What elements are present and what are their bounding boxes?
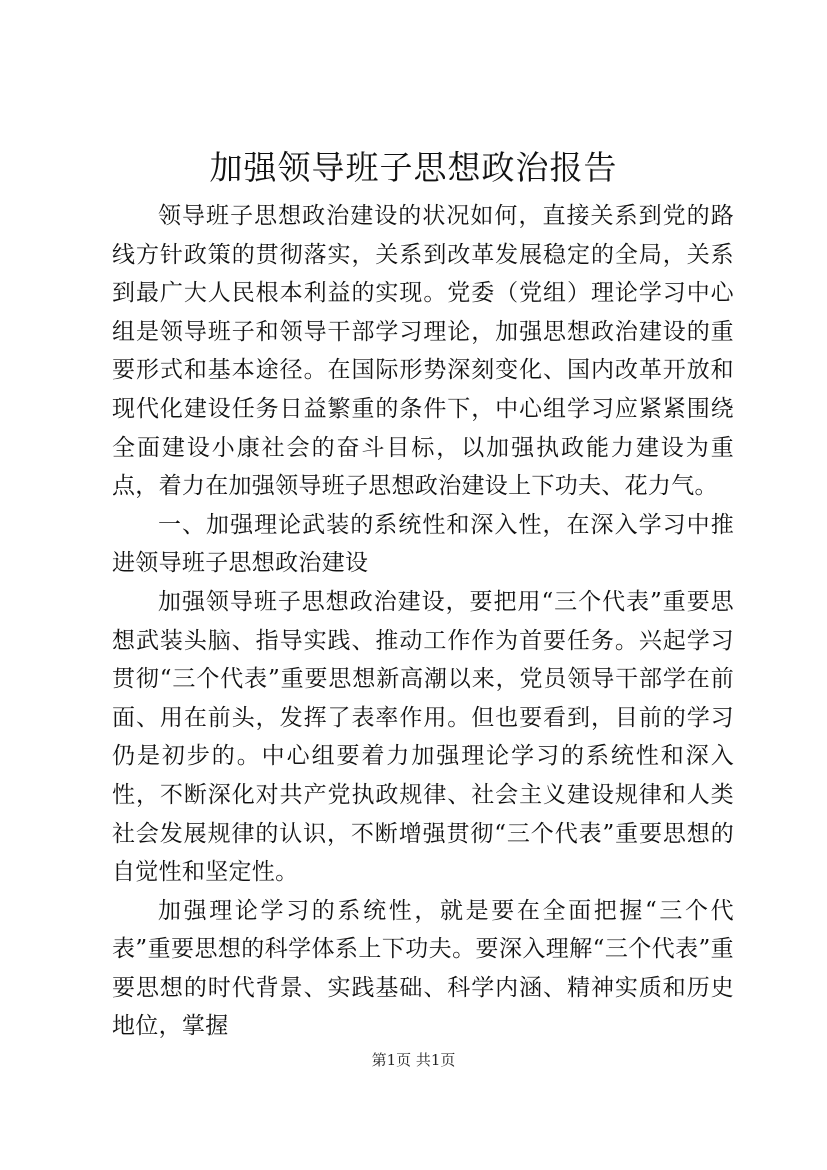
page-footer: 第1页 共1页 (371, 1051, 456, 1069)
document-body (112, 197, 734, 1046)
paragraph-section-1-b: 加强理论学习的系统性，就是要在全面把握“三个代表”重要思想的科学体系上下功夫。要深入理解“三个代表”重要思想的时代背景、实践基础、科学内涵、精神实质和历史地位，掌握 (112, 897, 734, 1040)
section-heading-1: 一、加强理论武装的系统性和深入性，在深入学习中推进领导班子思想政治建设 (112, 511, 734, 577)
paragraph-section-1-a: 加强领导班子思想政治建设，要把用“三个代表”重要思想武装头脑、指导实践、推动工作作为首要任务。兴起学习贯彻“三个代表”重要思想新高潮以来，党员领导干部学在前面、用在前头，发挥了表率作用。但也要看到，目前的学习仍是初步的。中心组要着力加强理论学习的系统性和深入性，不断深化对共产党执政规律、社会主义建设规律和人类社会发展规律的认识，不断增强贯彻“三个代表”重要思想的自觉性和坚定性。 (112, 588, 734, 886)
paragraph-intro: 领导班子思想政治建设的状况如何，直接关系到党的路线方针政策的贯彻落实，关系到改革发展稳定的全局，关系到最广大人民根本利益的实现。党委（党组）理论学习中心组是领导班子和领导干部学习理论，加强思想政治建设的重要形式和基本途径。在国际形势深刻变化、国内改革开放和现代化建设任务日益繁重的条件下，中心组学习应紧紧围绕全面建设小康社会的奋斗目标，以加强执政能力建设为重点，着力在加强领导班子思想政治建设上下功夫、花力气。 (112, 203, 734, 500)
document-title: 加强领导班子思想政治报告 (209, 148, 618, 187)
